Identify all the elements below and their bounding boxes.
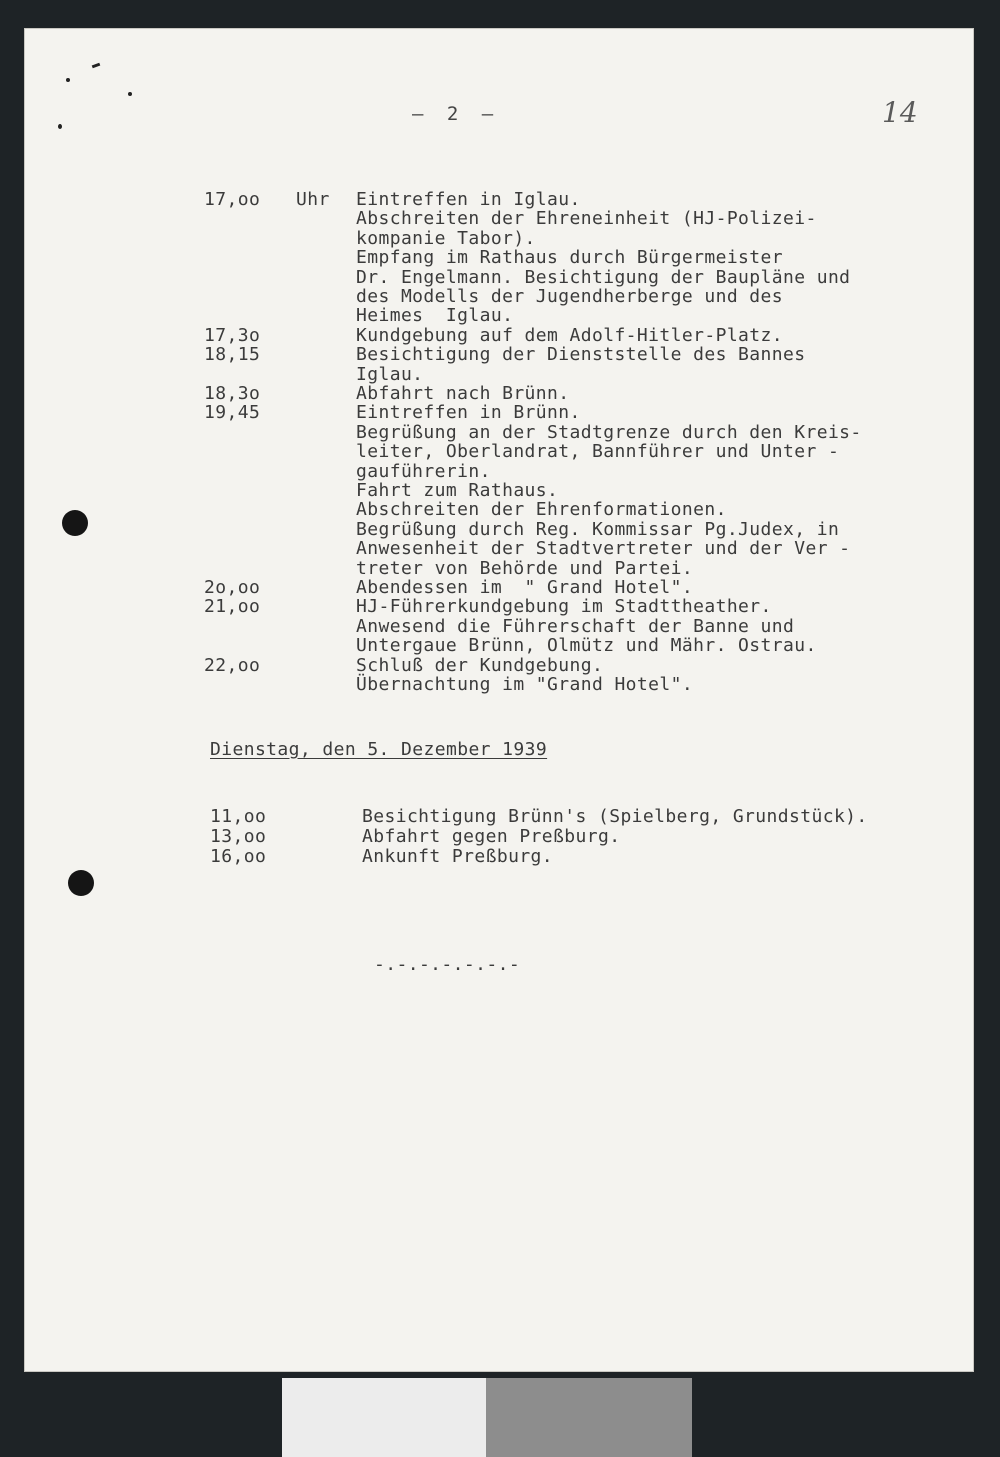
entry-text-line: treter von Behörde und Partei. — [356, 557, 694, 579]
entry-time: 16,oo — [210, 846, 267, 867]
page-number: – 2 – — [412, 103, 500, 125]
entry-text-line: Übernachtung im "Grand Hotel". — [356, 674, 694, 695]
entry-time: 22,oo — [204, 654, 261, 676]
entry-text-line: kompanie Tabor). — [356, 227, 536, 249]
entry-text-line: Heimes Iglau. — [356, 305, 514, 327]
entry-text-line: Untergaue Brünn, Olmütz und Mähr. Ostrau. — [356, 635, 817, 657]
entry-text-line: Fahrt zum Rathaus. — [356, 480, 559, 501]
calibration-gray — [486, 1378, 692, 1457]
entry-text-line: Abschreiten der Ehreneinheit (HJ-Polizei- — [356, 208, 817, 230]
entry-time: 21,oo — [204, 596, 261, 618]
entry-text-line: Abschreiten der Ehrenformationen. — [356, 499, 727, 521]
entry-text-line: Abendessen im " Grand Hotel". — [356, 577, 694, 598]
entry-time: 17,oo — [204, 189, 261, 210]
entry-text-line: Begrüßung an der Stadtgrenze durch den Kreis- — [356, 421, 862, 443]
calibration-white — [282, 1378, 486, 1457]
entry-text-line: Ankunft Preßburg. — [362, 846, 554, 867]
staple-mark — [58, 124, 62, 129]
entry-time: 18,3o — [204, 383, 261, 404]
entry-time: 18,15 — [204, 344, 261, 366]
entry-text-line: Abfahrt nach Brünn. — [356, 383, 570, 404]
entry-time: 13,oo — [210, 826, 267, 847]
entry-text-line: leiter, Oberlandrat, Bannführer und Unter - — [356, 441, 840, 463]
entry-text-line: Besichtigung Brünn's (Spielberg, Grundstück). — [362, 806, 868, 827]
punch-hole — [62, 510, 88, 536]
entry-text-line: Besichtigung der Dienststelle des Bannes — [356, 344, 806, 366]
entry-time: 11,oo — [210, 806, 267, 827]
entry-unit: Uhr — [296, 189, 330, 210]
staple-mark — [128, 92, 132, 96]
entry-text-line: gauführerin. — [356, 460, 491, 482]
punch-hole — [68, 870, 94, 896]
entry-text-line: Begrüßung durch Reg. Kommissar Pg.Judex, in — [356, 518, 840, 540]
entry-text-line: Anwesend die Führerschaft der Banne und — [356, 615, 795, 637]
entry-text-line: Abfahrt gegen Preßburg. — [362, 826, 621, 847]
entry-text-line: Kundgebung auf dem Adolf-Hitler-Platz. — [356, 324, 784, 346]
entry-text-line: Eintreffen in Brünn. — [356, 402, 581, 424]
entry-text-line: des Modells der Jugendherberge und des — [356, 286, 784, 307]
closing-separator: -.-.-.-.-.-.- — [374, 954, 521, 975]
entry-text-line: Schluß der Kundgebung. — [356, 654, 604, 676]
entry-text-line: Dr. Engelmann. Besichtigung der Baupläne und — [356, 266, 851, 288]
entry-text-line: Anwesenheit der Stadtvertreter und der Ver - — [356, 538, 851, 560]
entry-text-line: Iglau. — [356, 363, 424, 385]
staple-mark — [66, 78, 70, 82]
entry-time: 19,45 — [204, 402, 261, 424]
entry-time: 17,3o — [204, 324, 261, 346]
entry-text-line: HJ-Führerkundgebung im Stadttheather. — [356, 596, 772, 618]
folio-number: 14 — [882, 96, 918, 129]
day-heading: Dienstag, den 5. Dezember 1939 — [210, 739, 548, 760]
entry-text-line: Eintreffen in Iglau. — [356, 189, 581, 210]
entry-text-line: Empfang im Rathaus durch Bürgermeister — [356, 247, 784, 269]
entry-time: 2o,oo — [204, 577, 261, 598]
